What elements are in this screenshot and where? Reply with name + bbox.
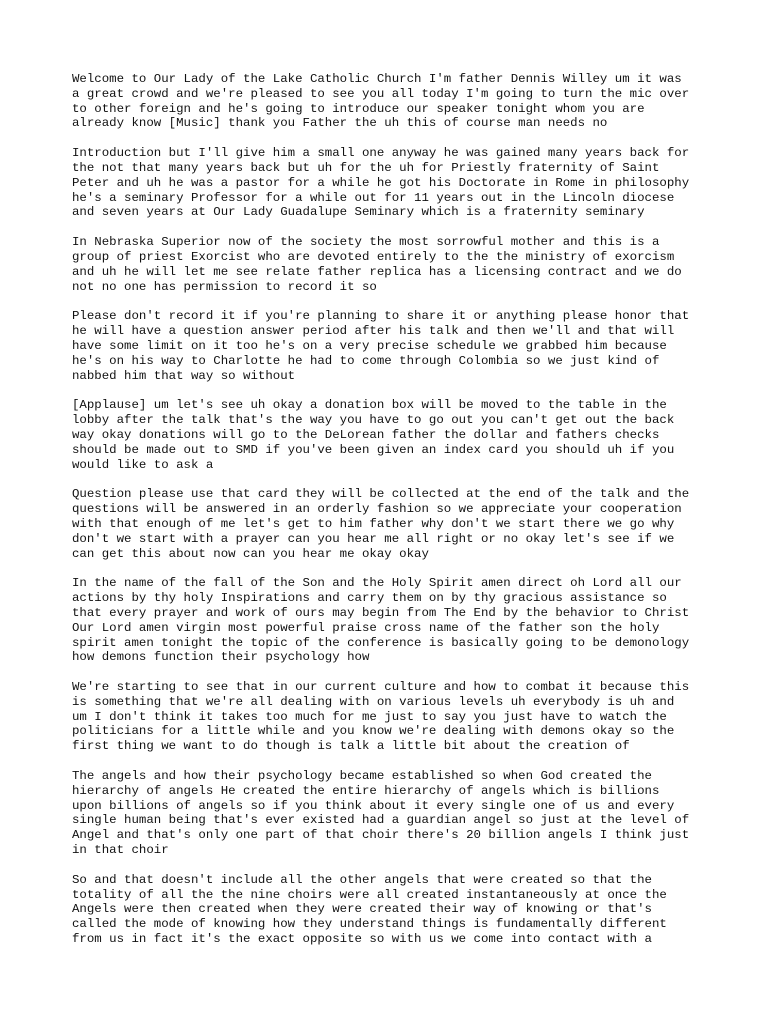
paragraph-8: We're starting to see that in our current culture and how to combat it because this is something that we're all dealing with on various levels uh everybody is uh and um I don't think it takes too much for me just to say you just have to watch the politicians for a little while and you know we're dealing with demons okay so the first thing we want to do though is talk a little bit about the creation of	[72, 680, 690, 754]
paragraph-7: In the name of the fall of the Son and the Holy Spirit amen direct oh Lord all our actions by thy holy Inspirations and carry them on by thy gracious assistance so that every prayer and work of ours may begin from The End by the behavior to Christ Our Lord amen virgin most powerful praise cross name of the father son the holy spirit amen tonight the topic of the conference is basically going to be demonology how demons function their psychology how	[72, 576, 690, 665]
paragraph-10: So and that doesn't include all the other angels that were created so that the totality of all the the nine choirs were all created instantaneously at once the Angels were then created when they were created their way of knowing or that's called the mode of knowing how they understand things is fundamentally different from us in fact it's the exact opposite so with us we come into contact with a	[72, 872, 667, 947]
paragraph-6: Question please use that card they will be collected at the end of the talk and the questions will be answered in an orderly fashion so we appreciate your cooperation with that enough of me let's get to him father why don't we start there we go why don't we start with a prayer can you hear me all right or no okay let's see if we can get this about now can you hear me okay okay	[72, 487, 690, 561]
paragraph-5: [Applause] um let's see uh okay a donation box will be moved to the table in the lobby after the talk that's the way you have to go out you can't get out the back way okay donations will go to the DeLorean father the dollar and fathers checks should be made out to SMD if you've been given an index card you should uh if you would like to ask a	[72, 398, 675, 472]
paragraph-4: Please don't record it if you're planning to share it or anything please honor that he will have a question answer period after his talk and then we'll and that will have some limit on it too he's on a very precise schedule we grabbed him because he's on his way to Charlotte he had to come through Colombia so we just kind of nabbed him that way so without	[72, 309, 690, 383]
paragraph-3: In Nebraska Superior now of the society the most sorrowful mother and this is a group of priest Exorcist who are devoted entirely to the the ministry of exorcism and uh he will let me see relate father replica has a licensing contract and we do not no one has permission to record it so	[72, 235, 682, 294]
document-page	[72, 72, 712, 962]
paragraph-9: The angels and how their psychology became established so when God created the hierarchy of angels He created the entire hierarchy of angels which is billions upon billions of angels so if you think about it every single one of us and every single human being that's ever existed had a guardian angel so just at the level of Angel and that's only one part of that choir there's 20 billion angels I think just in that choir	[72, 769, 690, 858]
paragraph-2: Introduction but I'll give him a small one anyway he was gained many years back for the not that many years back but uh for the uh for Priestly fraternity of Saint Peter and uh he was a pastor for a while he got his Doctorate in Rome in philosophy he's a seminary Professor for a while out for 11 years out in the Lincoln diocese and seven years at Our Lady Guadalupe Seminary which is a fraternity seminary	[72, 146, 690, 220]
paragraph-1: Welcome to Our Lady of the Lake Catholic Church I'm father Dennis Willey um it was a great crowd and we're pleased to see you all today I'm going to turn the mic over to other foreign and he's going to introduce our speaker tonight whom you are already know [Music] thank you Father the uh this of course man needs no	[72, 72, 690, 131]
